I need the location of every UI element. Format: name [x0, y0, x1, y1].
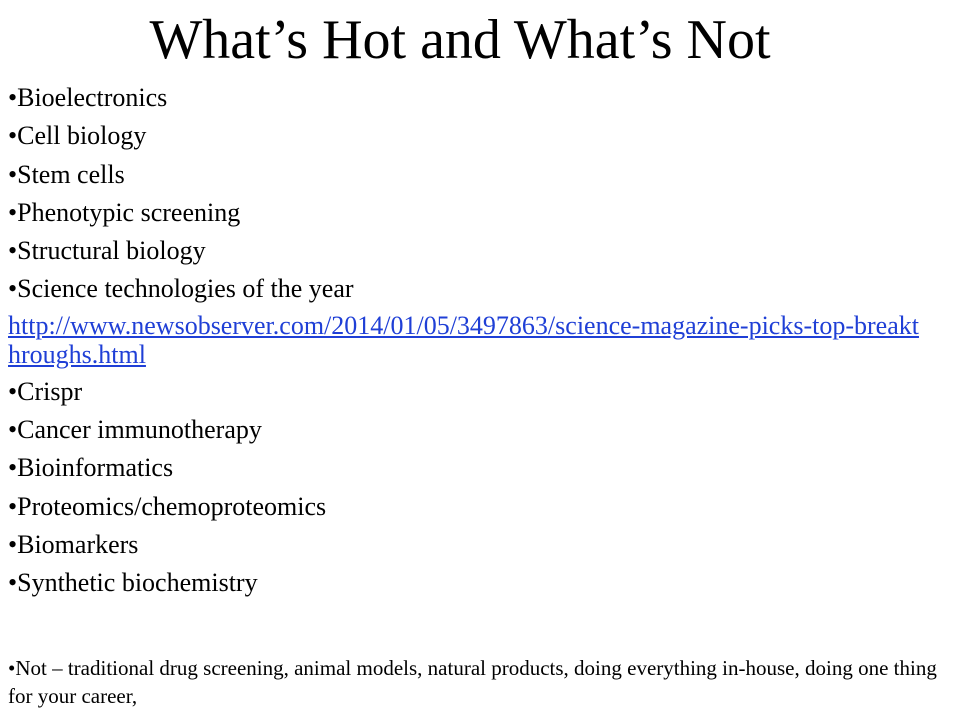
slide-title: What’s Hot and What’s Not [149, 9, 771, 71]
bullet-glyph: • [8, 415, 18, 445]
bullet-glyph: • [8, 274, 18, 304]
bullet-glyph: • [8, 83, 18, 112]
bullet-glyph: • [8, 236, 18, 266]
bullet-glyph: • [8, 197, 18, 227]
bullet-glyph: • [8, 529, 18, 559]
list-item: •Crispr [8, 376, 83, 406]
list-item: •Science technologies of the year [8, 274, 354, 304]
bullet-glyph: • [8, 159, 18, 189]
list-item: •Synthetic biochemistry [8, 568, 258, 598]
bullet-glyph: • [8, 568, 18, 598]
list-item: •Bioinformatics [8, 453, 174, 483]
list-item: •Bioelectronics [8, 83, 168, 112]
bullet-glyph: • [8, 491, 18, 521]
list-item: •Cell biology [8, 121, 147, 151]
bullet-glyph: • [8, 453, 18, 483]
bullet-glyph: • [8, 376, 18, 406]
list-item: •Cancer immunotherapy [8, 415, 262, 445]
list-item: •Proteomics/chemoproteomics [8, 491, 327, 521]
whats-not-note: •Not – traditional drug screening, animal models, natural products, doing everything in-house, doing one thing for your career, [8, 656, 937, 708]
list-item: •Stem cells [8, 159, 125, 189]
list-item: •Phenotypic screening [8, 197, 241, 227]
hot-list [8, 79, 948, 603]
bullet-glyph: • [8, 121, 18, 151]
science-breakthroughs-link[interactable]: http://www.newsobserver.com/2014/01/05/3497863/science-magazine-picks-top-breakthroughs.html [8, 310, 919, 369]
list-item: •Biomarkers [8, 529, 139, 559]
list-item: •Structural biology [8, 236, 206, 266]
